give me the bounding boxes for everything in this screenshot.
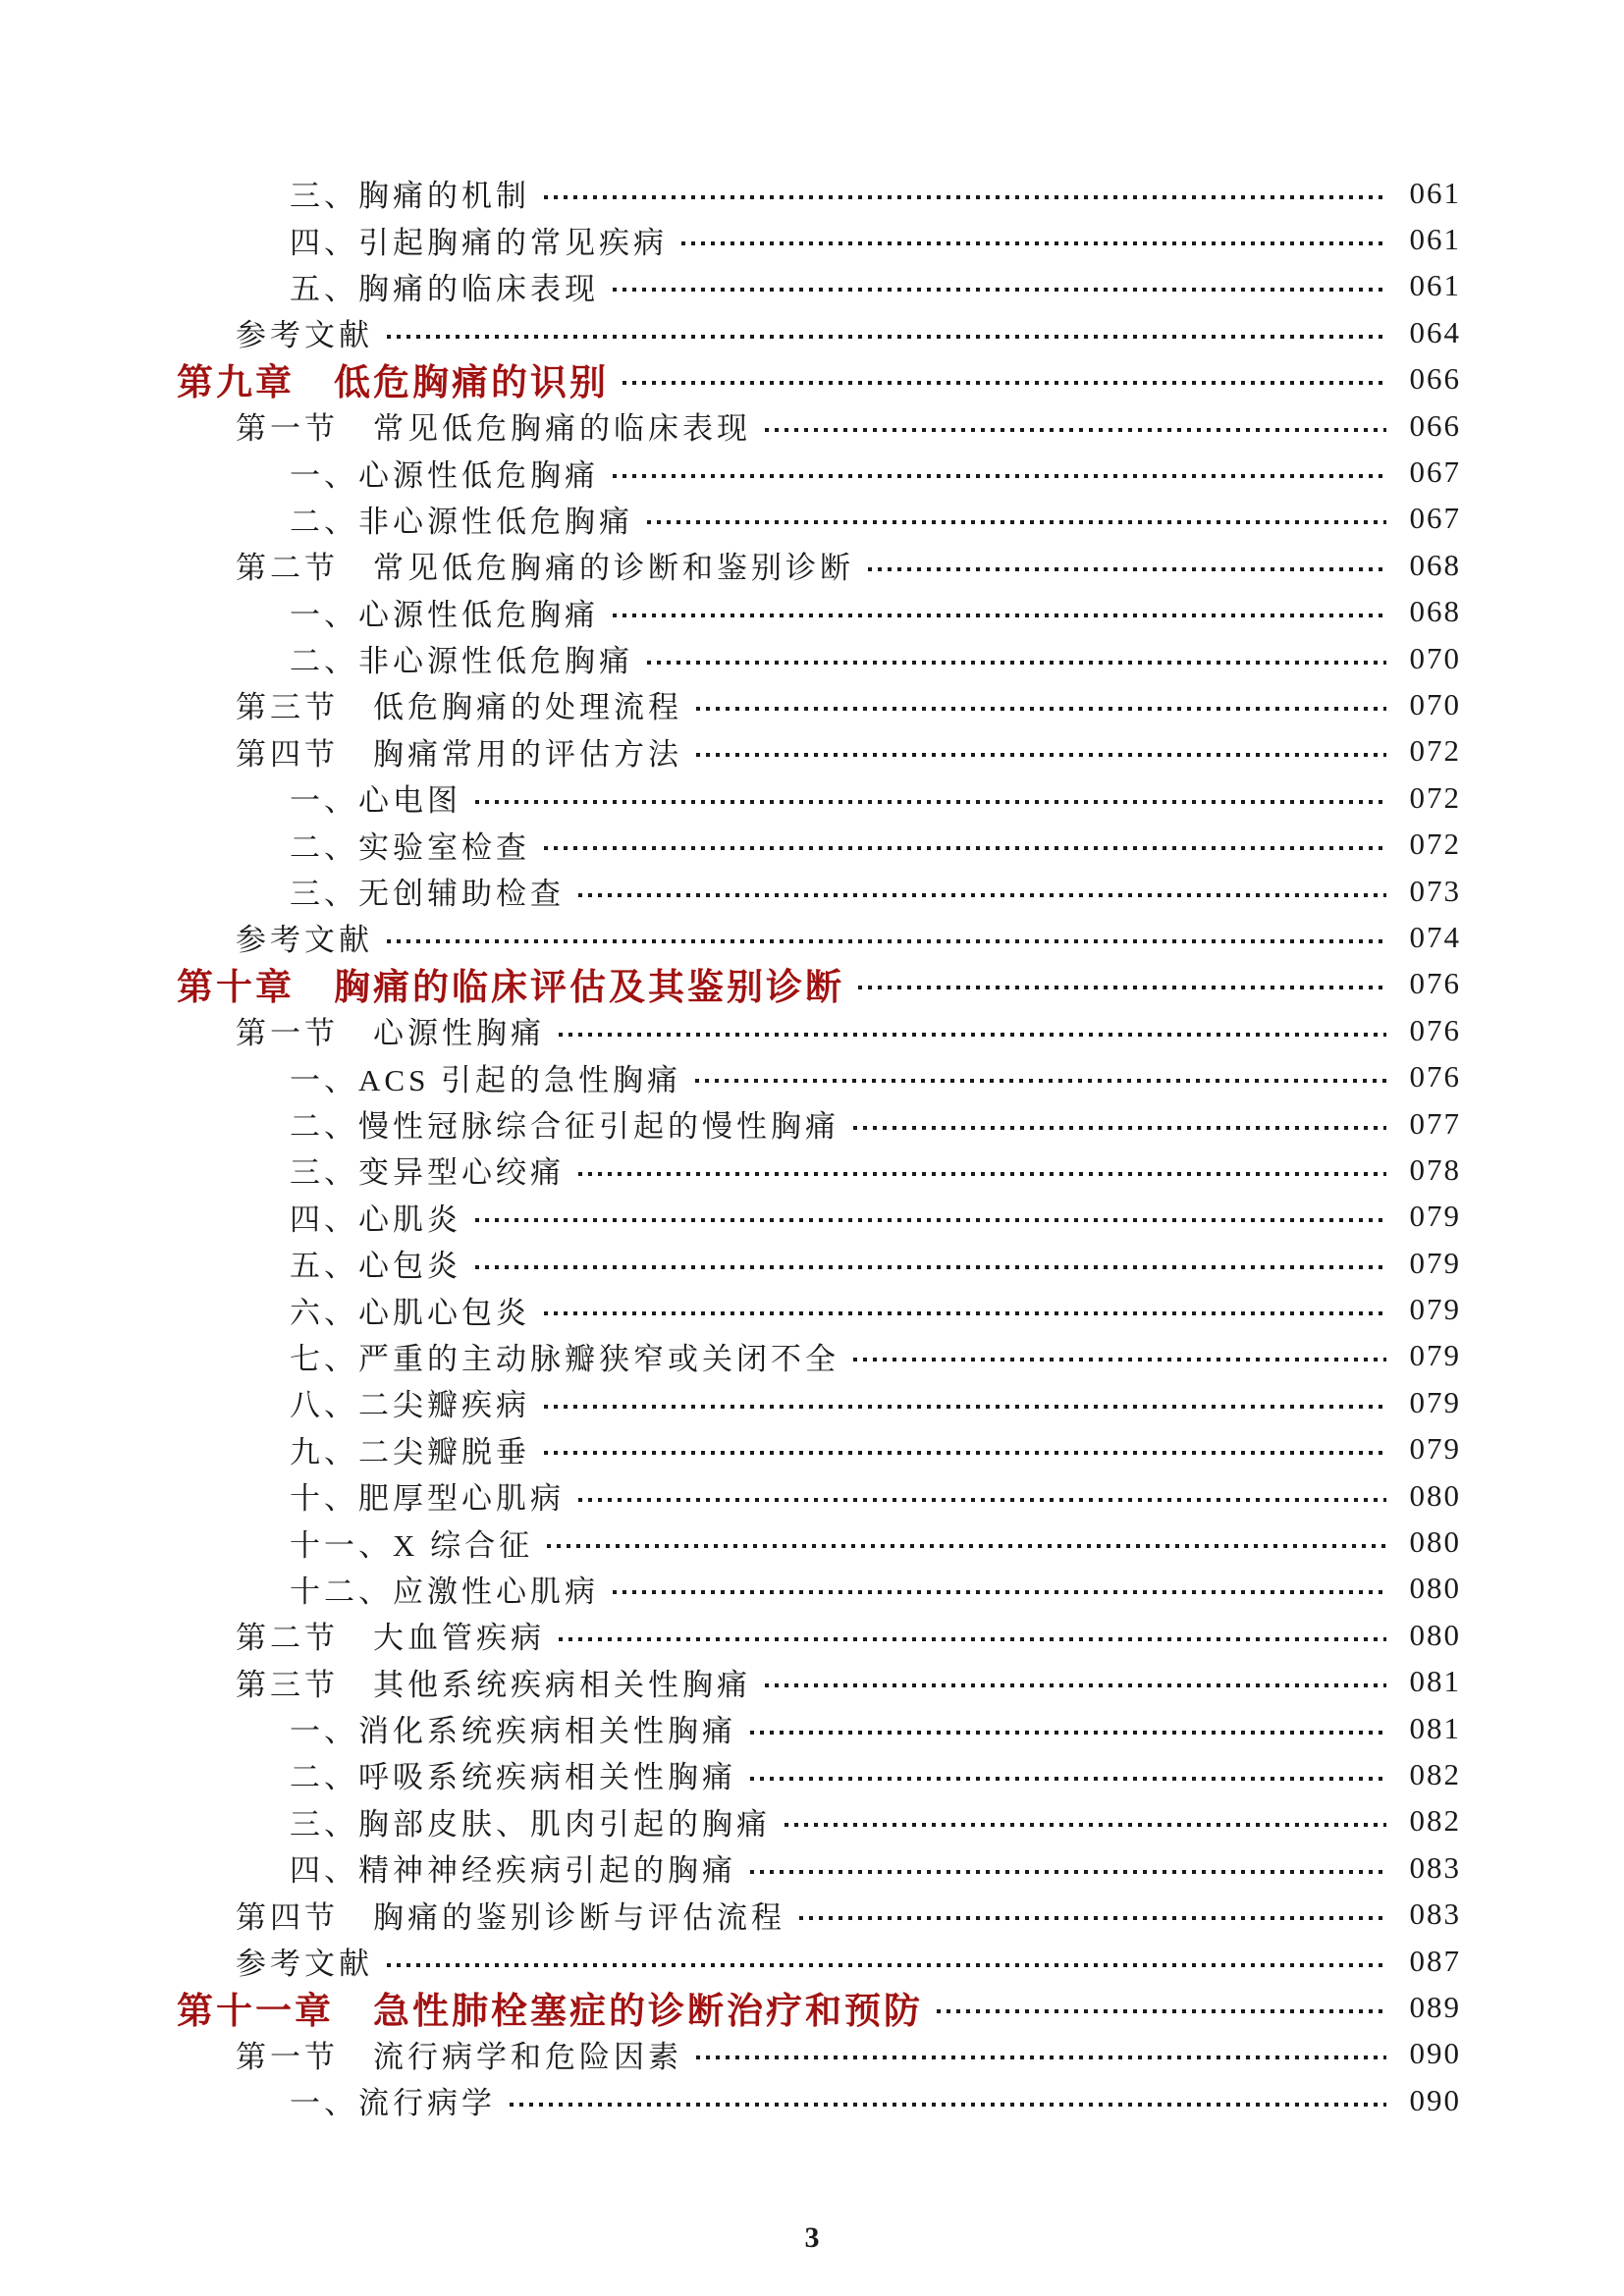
toc-entry-page: 083 <box>1409 1849 1461 1885</box>
dot-leader <box>510 2103 1386 2107</box>
toc-entry-ref <box>0 1938 1461 1984</box>
toc-entry-item <box>0 1053 1461 1099</box>
toc-entry-label: 第四节 胸痛常用的评估方法 <box>236 736 682 772</box>
toc-entry-section <box>0 2031 1461 2077</box>
dot-leader <box>475 1218 1386 1222</box>
toc-entry-label: 第二节 常见低危胸痛的诊断和鉴别诊断 <box>236 551 854 586</box>
toc-entry-label: 一、ACS 引起的急性胸痛 <box>290 1062 682 1097</box>
toc-entry-page: 074 <box>1409 919 1461 954</box>
toc-entry-section <box>0 402 1461 449</box>
toc-entry-label: 五、胸痛的临床表现 <box>290 271 599 306</box>
toc-entry-item <box>0 1844 1461 1891</box>
toc-entry-label: 十一、X 综合征 <box>290 1527 534 1563</box>
toc-entry-page: 072 <box>1409 779 1461 815</box>
toc-entry-page: 073 <box>1409 873 1461 908</box>
toc-entry-label: 二、非心源性低危胸痛 <box>290 504 633 539</box>
toc-entry-page: 087 <box>1409 1943 1461 1978</box>
toc-entry-page: 089 <box>1409 1989 1461 2024</box>
toc-entry-page: 083 <box>1409 1896 1461 1932</box>
toc-entry-page: 079 <box>1409 1384 1461 1419</box>
dot-leader <box>613 288 1386 292</box>
toc-entry-item <box>0 1194 1461 1240</box>
dot-leader <box>695 1079 1386 1083</box>
dot-leader <box>696 2056 1386 2059</box>
toc-list <box>0 170 1461 2123</box>
dot-leader <box>750 1870 1386 1874</box>
toc-entry-item <box>0 1566 1461 1612</box>
toc-entry-label: 四、引起胸痛的常见疾病 <box>290 225 668 260</box>
toc-entry-item <box>0 635 1461 681</box>
toc-entry-label: 六、心肌心包炎 <box>290 1295 530 1330</box>
toc-entry-item <box>0 1286 1461 1332</box>
toc-entry-label: 二、慢性冠脉综合征引起的慢性胸痛 <box>290 1109 839 1144</box>
toc-entry-item <box>0 1472 1461 1519</box>
dot-leader <box>799 1916 1386 1920</box>
toc-entry-label: 第三节 低危胸痛的处理流程 <box>236 690 682 725</box>
dot-leader <box>559 1637 1386 1641</box>
toc-entry-label: 二、实验室检查 <box>290 829 530 865</box>
toc-entry-page: 082 <box>1409 1803 1461 1839</box>
dot-leader <box>475 1265 1386 1269</box>
toc-entry-page: 079 <box>1409 1338 1461 1373</box>
toc-entry-label: 四、精神神经疾病引起的胸痛 <box>290 1853 736 1889</box>
toc-entry-page: 070 <box>1409 640 1461 675</box>
dot-leader <box>387 1963 1386 1967</box>
toc-entry-page: 068 <box>1409 594 1461 629</box>
dot-leader <box>853 1358 1386 1362</box>
toc-entry-chapter <box>0 356 1461 402</box>
toc-entry-item <box>0 1519 1461 1565</box>
dot-leader <box>578 893 1386 897</box>
toc-entry-page: 082 <box>1409 1756 1461 1791</box>
toc-entry-page: 079 <box>1409 1199 1461 1234</box>
toc-entry-page: 061 <box>1409 222 1461 257</box>
dot-leader <box>868 567 1386 571</box>
toc-entry-item <box>0 2077 1461 2123</box>
toc-entry-page: 072 <box>1409 733 1461 769</box>
toc-entry-item <box>0 1751 1461 1797</box>
toc-entry-item <box>0 263 1461 309</box>
toc-entry-label: 三、胸痛的机制 <box>290 179 530 214</box>
dot-leader <box>387 335 1386 339</box>
dot-leader <box>613 1590 1386 1594</box>
toc-entry-page: 067 <box>1409 454 1461 490</box>
toc-entry-item <box>0 496 1461 542</box>
toc-entry-page: 081 <box>1409 1664 1461 1699</box>
toc-entry-label: 三、胸部皮肤、肌肉引起的胸痛 <box>290 1806 771 1842</box>
toc-entry-label: 三、变异型心绞痛 <box>290 1155 565 1191</box>
toc-entry-section <box>0 681 1461 727</box>
toc-entry-page: 080 <box>1409 1524 1461 1560</box>
toc-entry-label: 十、肥厚型心肌病 <box>290 1481 565 1517</box>
dot-leader <box>559 1033 1386 1037</box>
toc-entry-page: 079 <box>1409 1431 1461 1467</box>
toc-entry-item <box>0 868 1461 914</box>
toc-entry-label: 一、流行病学 <box>290 2086 496 2121</box>
toc-entry-label: 八、二尖瓣疾病 <box>290 1388 530 1423</box>
toc-entry-item <box>0 774 1461 821</box>
toc-entry-item <box>0 170 1461 216</box>
toc-entry-ref <box>0 309 1461 355</box>
toc-entry-label: 第四节 胸痛的鉴别诊断与评估流程 <box>236 1899 785 1935</box>
dot-leader <box>544 1451 1386 1455</box>
toc-entry-page: 081 <box>1409 1710 1461 1745</box>
dot-leader <box>544 846 1386 850</box>
toc-entry-label: 参考文献 <box>236 923 373 958</box>
dot-leader <box>765 1683 1386 1687</box>
toc-entry-page: 064 <box>1409 314 1461 349</box>
toc-entry-section <box>0 1007 1461 1053</box>
toc-entry-label: 十二、应激性心肌病 <box>290 1574 599 1609</box>
toc-entry-label: 第十章 胸痛的临床评估及其鉴别诊断 <box>177 968 844 1009</box>
toc-entry-item <box>0 589 1461 635</box>
toc-entry-label: 一、心电图 <box>290 783 461 819</box>
dot-leader <box>937 2009 1386 2013</box>
toc-entry-label: 第十一章 急性肺栓塞症的诊断治疗和预防 <box>177 1991 923 2032</box>
dot-leader <box>785 1823 1386 1827</box>
toc-entry-label: 参考文献 <box>236 318 373 353</box>
toc-entry-label: 一、心源性低危胸痛 <box>290 597 599 632</box>
toc-entry-page: 066 <box>1409 407 1461 443</box>
toc-entry-label: 三、无创辅助检查 <box>290 877 565 912</box>
dot-leader <box>623 381 1386 385</box>
toc-entry-page: 076 <box>1409 1012 1461 1047</box>
toc-entry-label: 第二节 大血管疾病 <box>236 1621 545 1656</box>
toc-entry-page: 090 <box>1409 2082 1461 2117</box>
toc-entry-label: 五、心包炎 <box>290 1249 461 1284</box>
dot-leader <box>858 986 1386 989</box>
toc-entry-section <box>0 542 1461 588</box>
toc-entry-item <box>0 1379 1461 1425</box>
toc-entry-item <box>0 1705 1461 1751</box>
toc-entry-label: 一、心源性低危胸痛 <box>290 457 599 493</box>
toc-entry-page: 078 <box>1409 1151 1461 1187</box>
dot-leader <box>750 1731 1386 1735</box>
toc-entry-ref <box>0 914 1461 960</box>
toc-entry-section <box>0 728 1461 774</box>
dot-leader <box>647 520 1386 524</box>
toc-entry-section <box>0 1659 1461 1705</box>
dot-leader <box>547 1544 1386 1548</box>
toc-entry-page: 076 <box>1409 1059 1461 1095</box>
toc-entry-page: 080 <box>1409 1617 1461 1652</box>
toc-entry-page: 067 <box>1409 501 1461 536</box>
dot-leader <box>475 800 1386 804</box>
toc-entry-item <box>0 821 1461 867</box>
toc-entry-label: 第九章 低危胸痛的识别 <box>177 363 609 404</box>
toc-entry-label: 九、二尖瓣脱垂 <box>290 1434 530 1469</box>
toc-entry-label: 第一节 流行病学和危险因素 <box>236 2039 682 2074</box>
toc-entry-label: 第三节 其他系统疾病相关性胸痛 <box>236 1667 751 1702</box>
dot-leader <box>578 1172 1386 1176</box>
dot-leader <box>613 474 1386 478</box>
toc-entry-item <box>0 1240 1461 1286</box>
toc-entry-page: 079 <box>1409 1292 1461 1327</box>
toc-entry-page: 061 <box>1409 175 1461 210</box>
dot-leader <box>613 614 1386 617</box>
toc-entry-page: 068 <box>1409 547 1461 582</box>
dot-leader <box>681 241 1386 245</box>
toc-entry-item <box>0 1100 1461 1147</box>
folio-page-number: 3 <box>804 2221 820 2254</box>
dot-leader <box>544 1311 1386 1315</box>
toc-entry-chapter <box>0 961 1461 1007</box>
toc-entry-item <box>0 216 1461 262</box>
toc-entry-page: 077 <box>1409 1105 1461 1141</box>
toc-entry-page: 080 <box>1409 1477 1461 1513</box>
toc-entry-label: 一、消化系统疾病相关性胸痛 <box>290 1714 736 1749</box>
toc-entry-item <box>0 1333 1461 1379</box>
toc-entry-item <box>0 1426 1461 1472</box>
dot-leader <box>853 1126 1386 1130</box>
dot-leader <box>544 195 1386 199</box>
dot-leader <box>765 428 1386 432</box>
toc-entry-page: 061 <box>1409 268 1461 303</box>
toc-entry-label: 第一节 常见低危胸痛的临床表现 <box>236 411 751 447</box>
toc-entry-page: 070 <box>1409 686 1461 721</box>
toc-entry-item <box>0 449 1461 495</box>
dot-leader <box>544 1405 1386 1409</box>
toc-entry-page: 072 <box>1409 827 1461 862</box>
toc-entry-label: 七、严重的主动脉瓣狭窄或关闭不全 <box>290 1341 839 1376</box>
toc-entry-item <box>0 1798 1461 1844</box>
dot-leader <box>750 1777 1386 1781</box>
toc-entry-label: 第一节 心源性胸痛 <box>236 1016 545 1051</box>
toc-entry-page: 090 <box>1409 2036 1461 2071</box>
toc-entry-page: 079 <box>1409 1245 1461 1280</box>
dot-leader <box>696 707 1386 711</box>
toc-entry-label: 二、非心源性低危胸痛 <box>290 644 633 679</box>
toc-entry-page: 080 <box>1409 1571 1461 1606</box>
toc-entry-chapter <box>0 1984 1461 2030</box>
toc-entry-section <box>0 1612 1461 1658</box>
dot-leader <box>578 1498 1386 1502</box>
toc-entry-label: 二、呼吸系统疾病相关性胸痛 <box>290 1760 736 1795</box>
toc-entry-page: 066 <box>1409 361 1461 397</box>
dot-leader <box>647 661 1386 665</box>
toc-entry-label: 参考文献 <box>236 1947 373 1982</box>
dot-leader <box>387 939 1386 943</box>
toc-entry-section <box>0 1891 1461 1937</box>
toc-entry-item <box>0 1147 1461 1193</box>
toc-entry-page: 076 <box>1409 966 1461 1001</box>
dot-leader <box>696 753 1386 757</box>
toc-entry-label: 四、心肌炎 <box>290 1201 461 1237</box>
